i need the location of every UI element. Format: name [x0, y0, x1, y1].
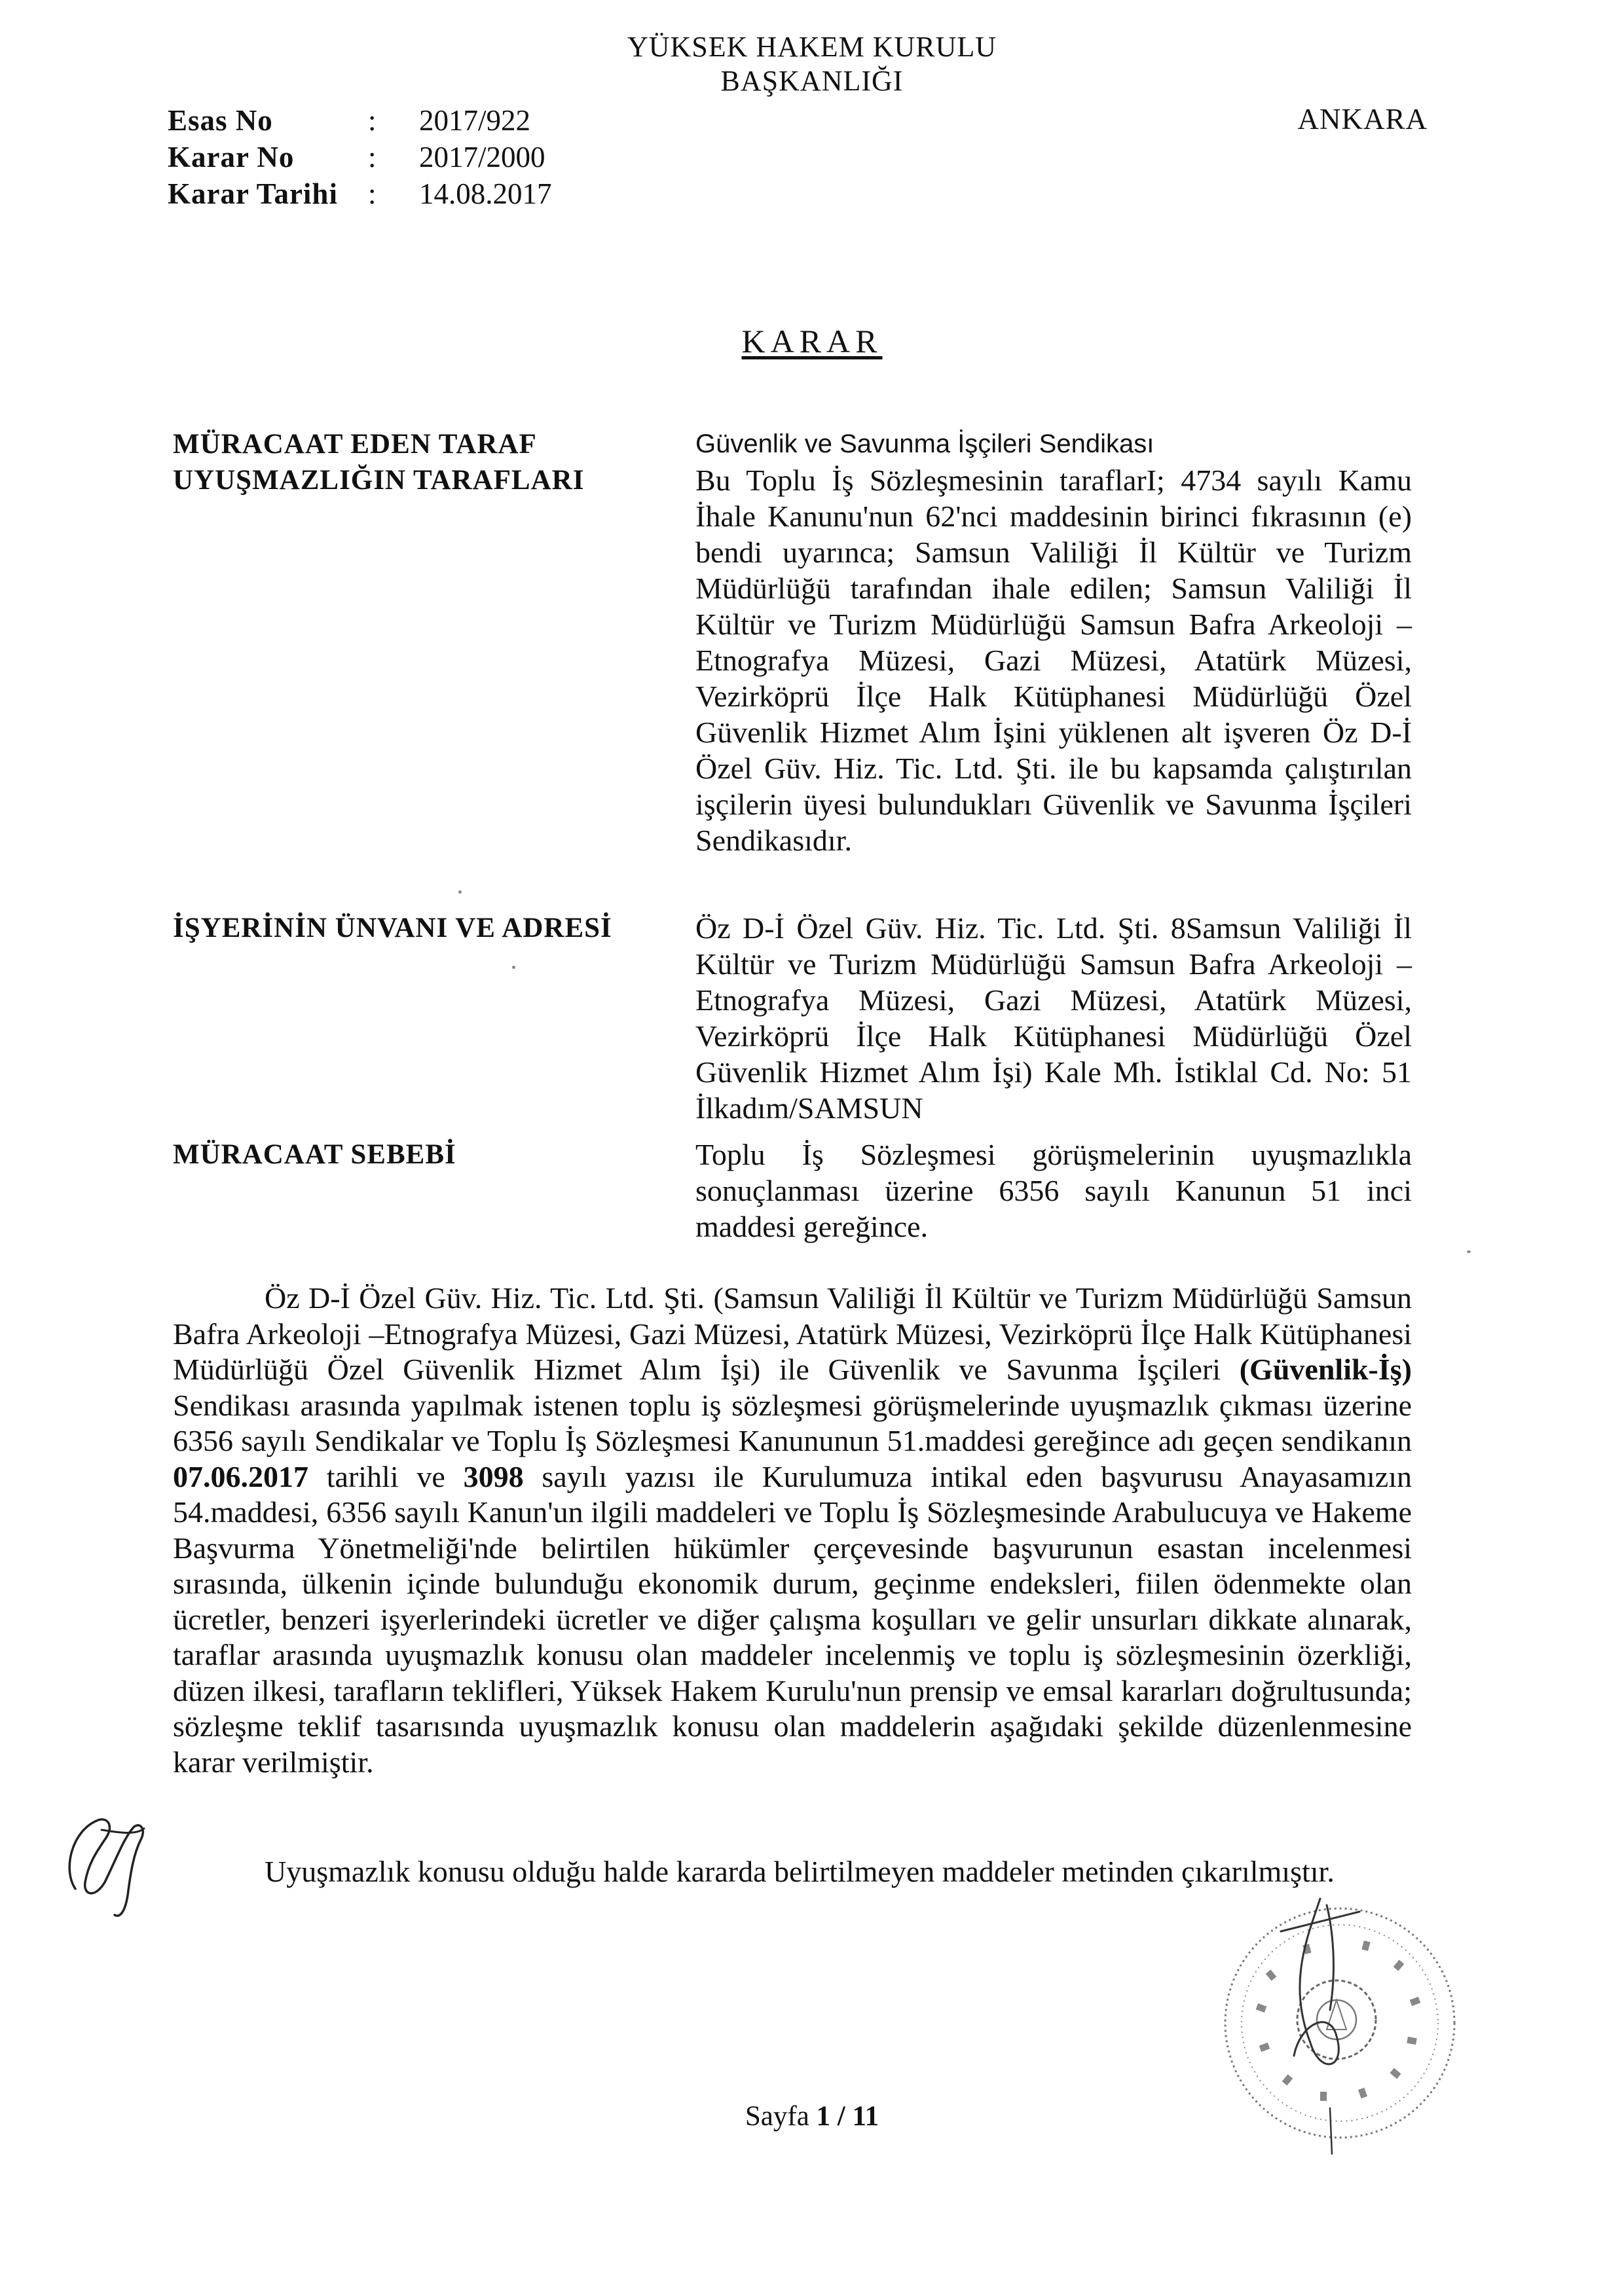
parties-label: UYUŞMAZLIĞIN TARAFLARI: [173, 465, 585, 496]
reason-value: Toplu İş Sözleşmesi görüşmelerinin uyuşmazlıkla sonuçlanması üzerine 6356 sayılı Kanunun 51 inci maddesi gereğince.: [695, 1138, 1412, 1243]
meta-row-karar: [168, 139, 552, 175]
body-text-segment: Sendikası arasında yapılmak istenen toplu iş sözleşmesi görüşmelerinde uyuşmazlık çıkması üzerine 6356 sayılı Sendikalar ve Toplu İş Sözleşmesi Kanununun 51.maddesi gereğince adı geçen sendikanın: [173, 1388, 1412, 1457]
meta-label: Esas No: [168, 104, 273, 137]
page-separator: /: [830, 2101, 853, 2132]
applicant-value: Güvenlik ve Savunma İşçileri Sendikası: [695, 429, 1154, 458]
document-title: KARAR: [741, 323, 883, 359]
city-label: ANKARA: [1297, 103, 1428, 136]
case-meta: [168, 102, 552, 212]
meta-value: 2017/2000: [419, 141, 545, 173]
body-text-segment: tarihli ve: [308, 1459, 464, 1493]
meta-value: 14.08.2017: [419, 177, 552, 210]
applicant-label: MÜRACAAT EDEN TARAF: [173, 429, 537, 460]
meta-label: Karar Tarihi: [168, 177, 338, 210]
handwritten-initials-signature: [36, 1791, 167, 1922]
scan-speck: [512, 966, 515, 969]
meta-separator: :: [368, 104, 377, 137]
org-subtitle: BAŞKANLIĞI: [720, 65, 904, 97]
org-title: YÜKSEK HAKEM KURULU: [627, 31, 997, 63]
page-current: 1: [816, 2101, 831, 2132]
workplace-value: Öz D-İ Özel Güv. Hiz. Tic. Ltd. Şti. 8Samsun Valiliği İl Kültür ve Turizm Müdürlüğü Samsun Bafra Arkeoloji –Etnografya Müzesi, Gazi Müzesi, Atatürk Müzesi, Vezirköprü İlçe Halk Kütüphanesi Müdürlüğü Özel Güvenlik Hizmet Alım İşi) Kale Mh. İstiklal Cd. No: 51 İlkadım/SAMSUN: [695, 911, 1412, 1125]
page-number: [0, 2100, 1624, 2132]
decision-paragraph: [173, 1281, 1412, 1780]
meta-label: Karar No: [168, 141, 295, 173]
page-prefix: Sayfa: [745, 2101, 817, 2132]
workplace-label: İŞYERİNİN ÜNVANI VE ADRESİ: [173, 913, 612, 943]
meta-separator: :: [368, 177, 377, 210]
meta-value: 2017/922: [419, 104, 531, 137]
scan-speck: [458, 890, 462, 894]
page-total: 11: [852, 2101, 879, 2132]
removal-paragraph: Uyuşmazlık konusu olduğu halde kararda belirtilmeyen maddeler metinden çıkarılmıştır.: [265, 1855, 1335, 1888]
letter-number: 3098: [463, 1459, 524, 1493]
body-text-segment: Öz D-İ Özel Güv. Hiz. Tic. Ltd. Şti. (Samsun Valiliği İl Kültür ve Turizm Müdürlüğü Samsun Bafra Arkeoloji –Etnografya Müzesi, Gazi Müzesi, Atatürk Müzesi, Vezirköprü İlçe Halk Kütüphanesi Müdürlüğü Özel Güvenlik Hizmet Alım İşi) ile Güvenlik ve Savunma İşçileri: [173, 1281, 1412, 1386]
application-date: 07.06.2017: [173, 1459, 308, 1493]
scan-speck: [1467, 1250, 1471, 1253]
meta-row-tarih: [168, 175, 552, 212]
meta-row-esas: [168, 102, 552, 139]
meta-separator: :: [368, 141, 377, 173]
body-text-segment: sayılı yazısı ile Kurulumuza intikal eden başvurusu Anayasamızın 54.maddesi, 6356 sayılı Kanun'un ilgili maddeleri ve Toplu İş Sözleşmesinde Arabulucuya ve Hakeme Başvurma Yönetmeliği'nde belirtilen hükümler çerçevesinde başvurunun esastan incelenmesi sırasında, ülkenin içinde bulunduğu ekonomik durum, geçinme endeksleri, fiilen ödenmekte olan ücretler, benzeri işyerlerindeki ücretler ve diğer çalışma koşulları ve gelir unsurları dikkate alınarak, taraflar arasında uyuşmazlık konusu olan maddeler incelenmiş ve toplu iş sözleşmesinin özerkliği, düzen ilkesi, tarafların teklifleri, Yüksek Hakem Kurulu'nun prensip ve emsal kararları doğrultusunda; sözleşme teklif tasarısında uyuşmazlık konusu olan maddelerin aşağıdaki şekilde düzenlenmesine karar verilmiştir.: [173, 1459, 1412, 1779]
reason-label: MÜRACAAT SEBEBİ: [173, 1139, 456, 1170]
parties-value: Bu Toplu İş Sözleşmesinin taraflarI; 4734 sayılı Kamu İhale Kanunu'nun 62'nci maddesinin birinci fıkrasının (e) bendi uyarınca; Samsun Valiliği İl Kültür ve Turizm Müdürlüğü tarafından ihale edilen; Samsun Valiliği İl Kültür ve Turizm Müdürlüğü Samsun Bafra Arkeoloji –Etnografya Müzesi, Gazi Müzesi, Atatürk Müzesi, Vezirköprü İlçe Halk Kütüphanesi Müdürlüğü Özel Güvenlik Hizmet Alım İşini yüklenen alt işveren Öz D-İ Özel Güv. Hiz. Tic. Ltd. Şti. ile bu kapsamda çalıştırılan işçilerin üyesi bulundukları Güvenlik ve Savunma İşçileri Sendikasıdır.: [695, 464, 1412, 857]
union-abbrev: (Güvenlik-İş): [1239, 1353, 1412, 1386]
